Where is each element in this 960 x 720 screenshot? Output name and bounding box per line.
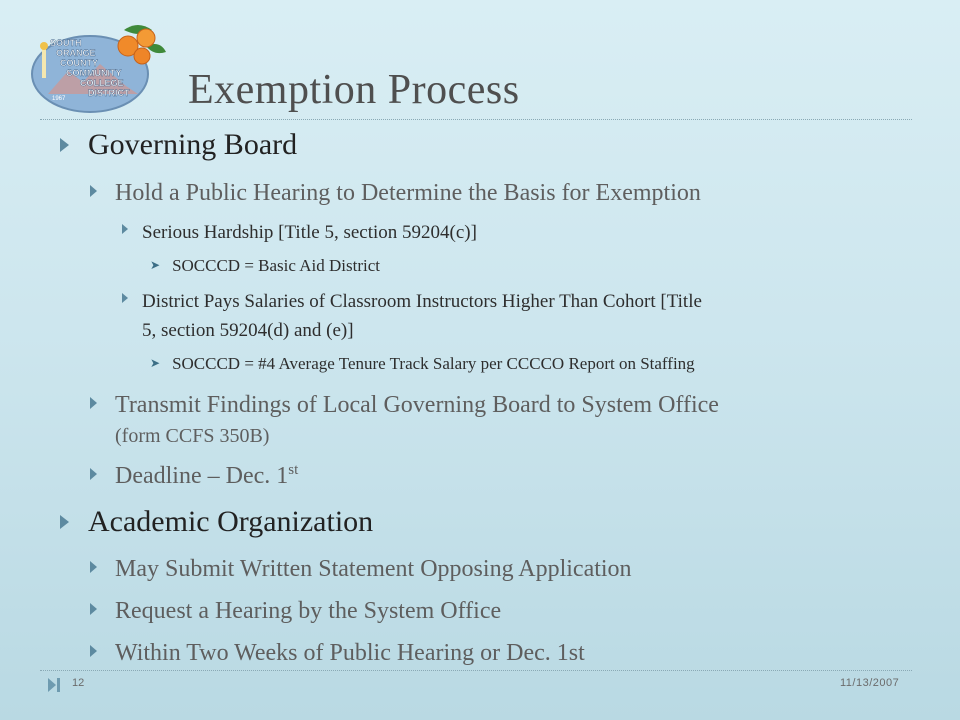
triangle-bullet-icon <box>90 561 97 573</box>
text-form-number: (form CCFS 350B) <box>115 425 270 447</box>
text-serious-hardship: Serious Hardship [Title 5, section 59204(c)] <box>142 222 477 243</box>
slide-title: Exemption Process <box>188 67 520 113</box>
slide-marker-icon <box>46 676 64 694</box>
bullet-basic-aid <box>150 256 380 276</box>
heading-governing-board: Governing Board <box>88 128 298 161</box>
text-written-statement: May Submit Written Statement Opposing Application <box>115 556 632 582</box>
bullet-tenure-salary <box>150 354 695 374</box>
bullet-request-hearing <box>90 596 501 626</box>
text-public-hearing: Hold a Public Hearing to Determine the Basis for Exemption <box>115 180 701 206</box>
text-tenure-salary: SOCCCD = #4 Average Tenure Track Salary per CCCCO Report on Staffing <box>172 354 695 373</box>
slide-date: 11/13/2007 <box>840 677 900 689</box>
logo-text-community: COMMUNITY <box>66 68 122 78</box>
logo-text-district: DISTRICT <box>88 88 130 98</box>
bullet-governing-board <box>60 128 297 162</box>
bullet-two-weeks <box>90 638 585 668</box>
bullet-academic-organization <box>60 505 373 539</box>
title-divider <box>40 119 912 120</box>
bullet-serious-hardship <box>122 218 477 247</box>
triangle-bullet-icon <box>60 515 69 529</box>
logo-text-south: SOUTH <box>50 38 82 48</box>
text-salaries-line2: 5, section 59204(d) and (e)] <box>142 320 354 341</box>
bullet-deadline <box>90 461 298 491</box>
bullet-transmit-findings <box>90 390 719 451</box>
triangle-bullet-icon <box>90 468 97 480</box>
text-two-weeks: Within Two Weeks of Public Hearing or Dec. 1st <box>115 640 585 666</box>
triangle-bullet-icon <box>122 224 128 234</box>
text-transmit-findings <box>115 390 719 451</box>
text-deadline-sup: st <box>288 462 299 478</box>
bullet-district-salaries <box>122 287 702 345</box>
triangle-bullet-icon <box>90 185 97 197</box>
heading-academic-organization: Academic Organization <box>88 505 374 538</box>
logo-year: 1967 <box>52 96 66 102</box>
bullet-public-hearing <box>90 178 701 208</box>
triangle-bullet-icon <box>60 138 69 152</box>
text-transmit-line: Transmit Findings of Local Governing Board to System Office <box>115 392 719 418</box>
text-request-hearing: Request a Hearing by the System Office <box>115 598 502 624</box>
logo-text-orange: ORANGE <box>56 48 96 58</box>
text-salaries-line1: District Pays Salaries of Classroom Instructors Higher Than Cohort [Title <box>142 291 702 312</box>
chevron-bullet-icon: ➤ <box>150 258 161 272</box>
district-logo <box>28 16 168 116</box>
triangle-bullet-icon <box>90 397 97 409</box>
text-basic-aid: SOCCCD = Basic Aid District <box>172 256 380 275</box>
triangle-bullet-icon <box>90 603 97 615</box>
page-number: 12 <box>72 677 85 689</box>
triangle-bullet-icon <box>90 645 97 657</box>
text-deadline-main: Deadline – Dec. 1 <box>115 463 289 489</box>
bullet-written-statement <box>90 554 632 584</box>
logo-text-college: COLLEGE <box>80 78 124 88</box>
triangle-bullet-icon <box>122 293 128 303</box>
text-district-salaries <box>142 287 702 345</box>
text-deadline <box>115 461 298 491</box>
logo-text-county: COUNTY <box>60 58 98 68</box>
torch-icon <box>42 48 46 78</box>
footer-divider <box>40 670 912 671</box>
chevron-bullet-icon: ➤ <box>150 356 161 370</box>
